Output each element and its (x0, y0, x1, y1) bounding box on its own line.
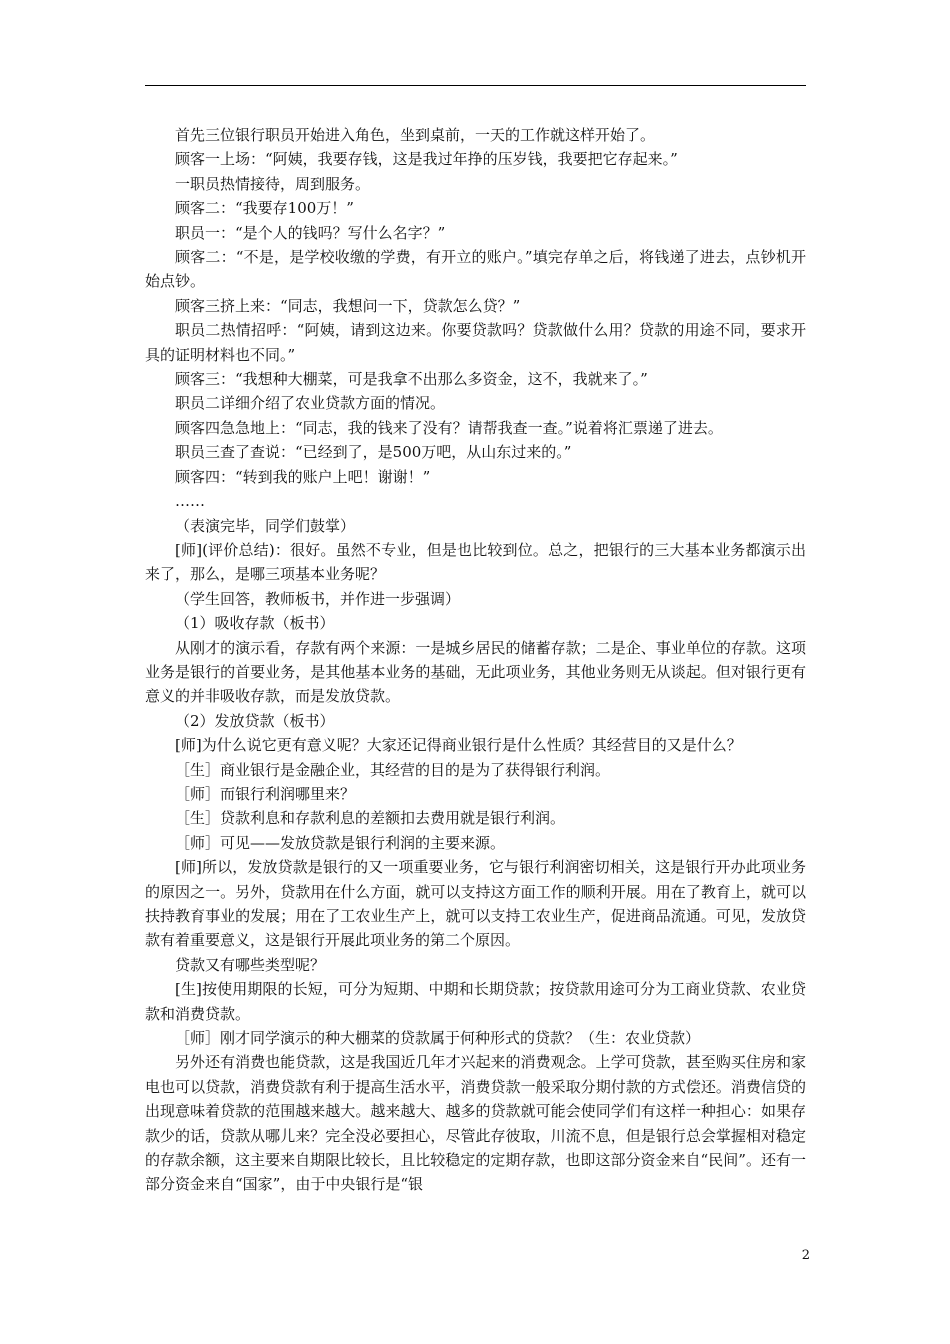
paragraph: [生]按使用期限的长短，可分为短期、中期和长期贷款；按贷款用途可分为工商业贷款、农业贷款和消费贷款。 (145, 980, 806, 1023)
paragraph: 一职员热情接待，周到服务。 (175, 174, 371, 193)
paragraph: [师](评价总结)：很好。虽然不专业，但是也比较到位。总之，把银行的三大基本业务都演示出来了，那么，是哪三项基本业务呢？ (145, 540, 806, 584)
paragraph: 顾客三挤上来：“同志，我想问一下，贷款怎么贷？” (175, 296, 521, 315)
paragraph: …… (175, 492, 205, 511)
paragraph: 从刚才的演示看，存款有两个来源：一是城乡居民的储蓄存款；二是企、事业单位的存款。这项业务是银行的首要业务，是其他基本业务的基础，无此项业务，其他业务则无从谈起。但对银行更有意义的并非吸收存款，而是发放贷款。 (145, 638, 806, 706)
page-number: 2 (801, 1248, 810, 1263)
paragraph: ［师］而银行利润哪里来？ (175, 784, 356, 803)
paragraph: ［生］贷款利息和存款利息的差额扣去费用就是银行利润。 (175, 809, 566, 828)
paragraph: [师]为什么说它更有意义呢？大家还记得商业银行是什么性质？其经营目的又是什么？ (175, 736, 742, 755)
paragraph: 首先三位银行职员开始进入角色，坐到桌前，一天的工作就这样开始了。 (175, 126, 656, 144)
paragraph: 顾客二：“我要存100万！” (175, 199, 354, 218)
paragraph: ［师］可见——发放贷款是银行利润的主要来源。 (175, 833, 506, 852)
paragraph: （表演完毕，同学们鼓掌） (175, 516, 356, 535)
paragraph: 贷款又有哪些类型呢？ (175, 955, 326, 974)
paragraph: 顾客四：“转到我的账户上吧！谢谢！” (175, 467, 431, 486)
body-text (145, 123, 806, 1197)
paragraph: 顾客一上场：“阿姨，我要存钱，这是我过年挣的压岁钱，我要把它存起来。” (175, 150, 678, 169)
paragraph: 另外还有消费也能贷款，这是我国近几年才兴起来的消费观念。上学可贷款，甚至购买住房和家电也可以贷款，消费贷款有利于提高生活水平，消费贷款一般采取分期付款的方式偿还。消费信贷的出现意味着贷款的范围越来越大。越来越大、越多的贷款就可能会使同学们有这样一种担心：如果存款少的话，贷款从哪儿来？完全没必要担心，尽管此存彼取，川流不息，但是银行总会掌握相对稳定的存款余额，这主要来自期限比较长，且比较稳定的定期存款，也即这部分资金来自“民间”。还有一部分资金来自“国家”，由于中央银行是“银 (145, 1053, 806, 1194)
paragraph: 职员一：“是个人的钱吗？写什么名字？” (175, 223, 446, 242)
paragraph: [师]所以，发放贷款是银行的又一项重要业务，它与银行利润密切相关，这是银行开办此项业务的原因之一。另外，贷款用在什么方面，就可以支持这方面工作的顺利开展。用在了教育上，就可以扶持教育事业的发展；用在了工农业生产上，就可以支持工农业生产，促进商品流通。可见，发放贷款有着重要意义，这是银行开展此项业务的第二个原因。 (145, 858, 806, 950)
paragraph: 顾客三：“我想种大棚菜，可是我拿不出那么多资金，这不，我就来了。” (175, 370, 648, 389)
header-rule (145, 85, 806, 86)
paragraph: ［师］刚才同学演示的种大棚菜的贷款属于何种形式的贷款？（生：农业贷款） (175, 1029, 701, 1048)
paragraph: ［生］商业银行是金融企业，其经营的目的是为了获得银行利润。 (175, 760, 611, 779)
paragraph: （1）吸收存款（板书） (175, 614, 335, 633)
paragraph: （2）发放贷款（板书） (175, 711, 335, 730)
paragraph: （学生回答，教师板书，并作进一步强调） (175, 589, 461, 608)
paragraph: 顾客四急急地上：“同志，我的钱来了没有？请帮我查一查。”说着将汇票递了进去。 (175, 418, 723, 437)
paragraph: 职员二详细介绍了农业贷款方面的情况。 (175, 394, 446, 413)
paragraph: 职员二热情招呼：“阿姨，请到这边来。你要贷款吗？贷款做什么用？贷款的用途不同，要求开具的证明材料也不同。” (145, 321, 806, 364)
paragraph: 顾客二：“不是，是学校收缴的学费，有开立的账户。”填完存单之后，将钱递了进去，点钞机开始点钞。 (145, 248, 806, 291)
paragraph: 职员三查了查说：“已经到了，是500万吧，从山东过来的。” (175, 443, 572, 462)
